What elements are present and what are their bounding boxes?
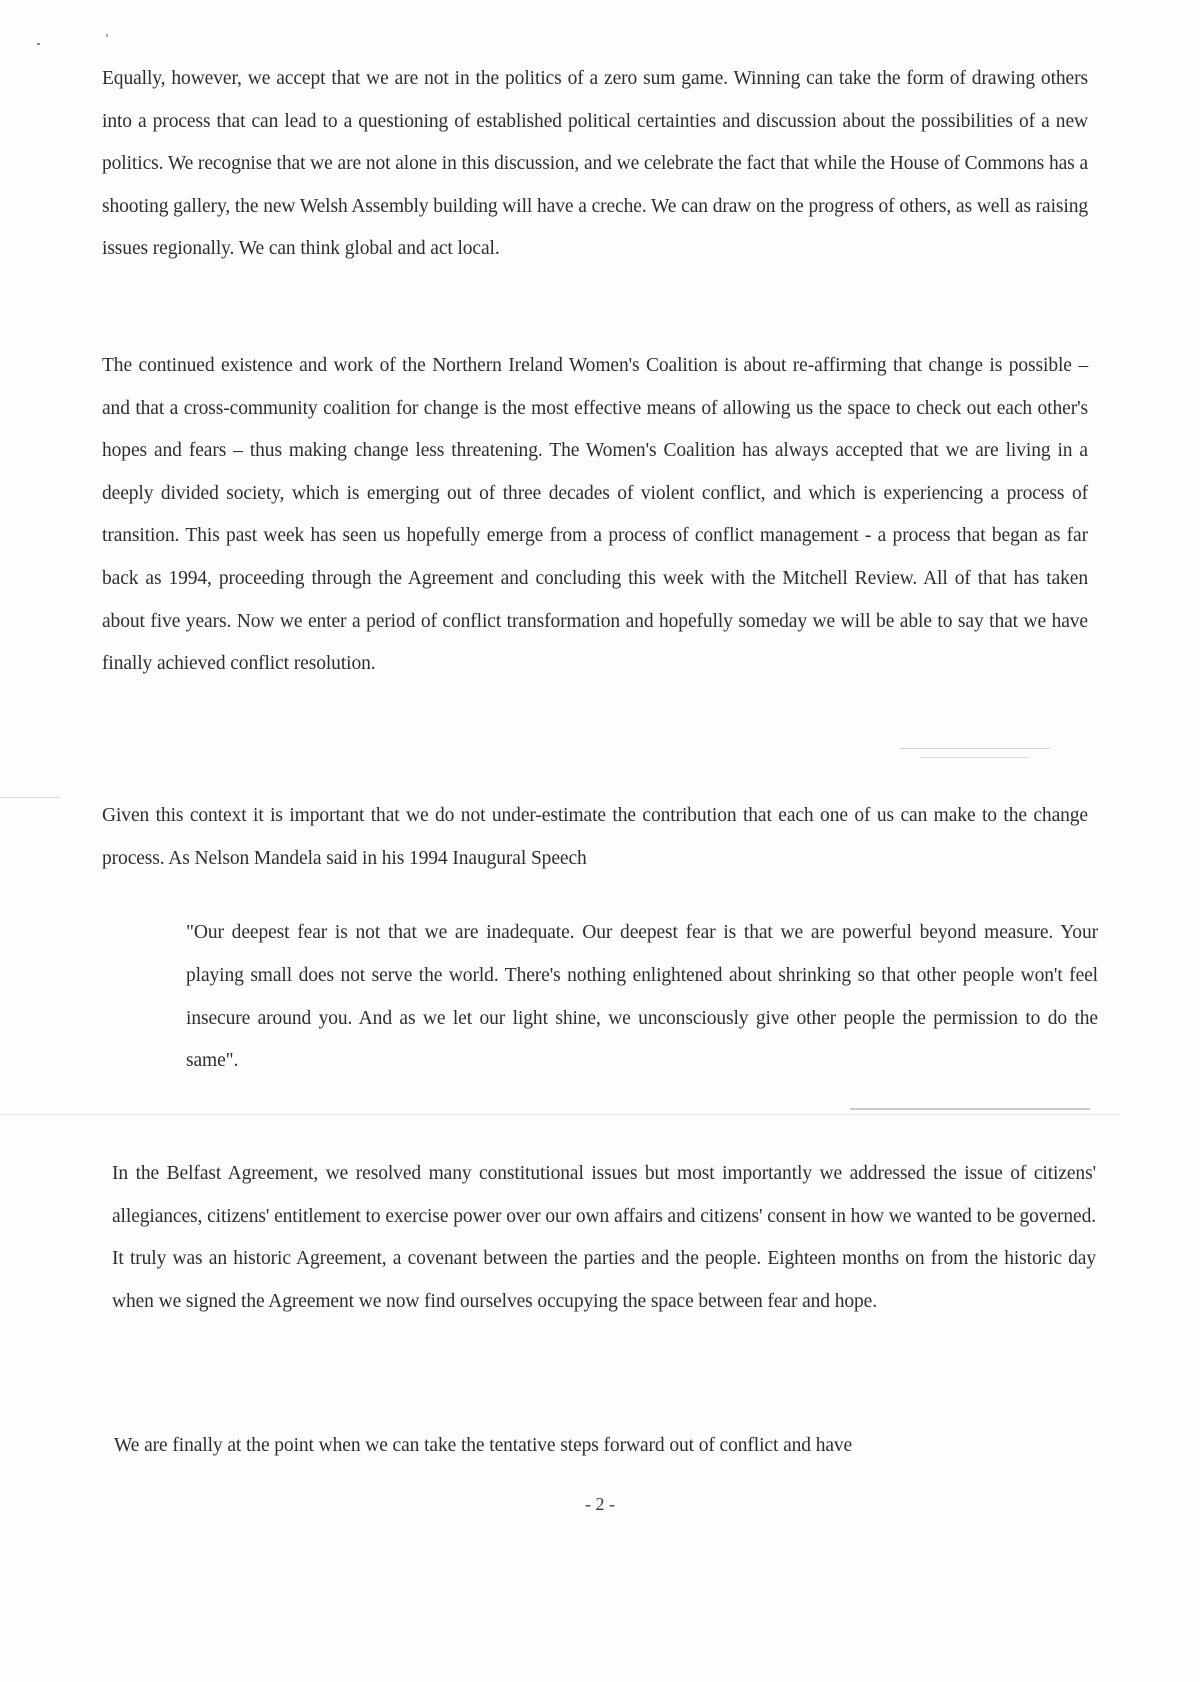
scan-artifact-line xyxy=(0,1114,1120,1115)
scan-speck xyxy=(106,34,108,37)
paragraph-belfast-agreement: In the Belfast Agreement, we resolved many constitutional issues but most importantly we addressed the issue of citizens' allegiances, citizens' entitlement to exercise power over our own affairs and citizens' consent in how we wanted to be governed. It truly was an historic Agreement, a covenant between the parties and the people. Eighteen months on from the historic day when we signed the Agreement we now find ourselves occupying the space between fear and hope. xyxy=(112,1163,1096,1312)
page-number: - 2 - xyxy=(585,1494,615,1514)
mandela-quote: "Our deepest fear is not that we are inadequate. Our deepest fear is that we are powerful beyond measure. Your playing small does not serve the world. There's nothing enlightened about shrinking so that other people won't feel insecure around you. And as we let our light shine, we unconsciously give other people the permission to do the same". xyxy=(186,922,1098,1072)
scan-artifact-line xyxy=(920,757,1030,758)
paragraph-context-mandela-intro: Given this context it is important that we do not under-estimate the contribution that each one of us can make to the change process. As Nelson Mandela said in his 1994 Inaugural Speech xyxy=(102,805,1088,869)
paragraph-zero-sum-politics: Equally, however, we accept that we are not in the politics of a zero sum game. Winning can take the form of drawing others into a process that can lead to a questioning of established political certainties and discussion about the possibilities of a new politics. We recognise that we are not alone in this discussion, and we celebrate the fact that while the House of Commons has a shooting gallery, the new Welsh Assembly building will have a creche. We can draw on the progress of others, as well as raising issues regionally. We can think global and act local. xyxy=(102,68,1088,260)
scan-speck xyxy=(37,43,40,45)
scan-artifact-line xyxy=(0,797,60,798)
paragraph-tentative-steps: We are finally at the point when we can take the tentative steps forward out of conflict and have xyxy=(114,1435,853,1456)
scan-artifact-line xyxy=(850,1108,1090,1110)
paragraph-womens-coalition: The continued existence and work of the Northern Ireland Women's Coalition is about re-affirming that change is possible – and that a cross-community coalition for change is the most effective means of allowing us the space to check out each other's hopes and fears – thus making change less threatening. The Women's Coalition has always accepted that we are living in a deeply divided society, which is emerging out of three decades of violent conflict, and which is experiencing a process of transition. This past week has seen us hopefully emerge from a process of conflict management - a process that began as far back as 1994, proceeding through the Agreement and concluding this week with the Mitchell Review. All of that has taken about five years. Now we enter a period of conflict transformation and hopefully someday we will be able to say that we have finally achieved conflict resolution. xyxy=(102,355,1088,675)
scan-artifact-line xyxy=(900,748,1050,749)
